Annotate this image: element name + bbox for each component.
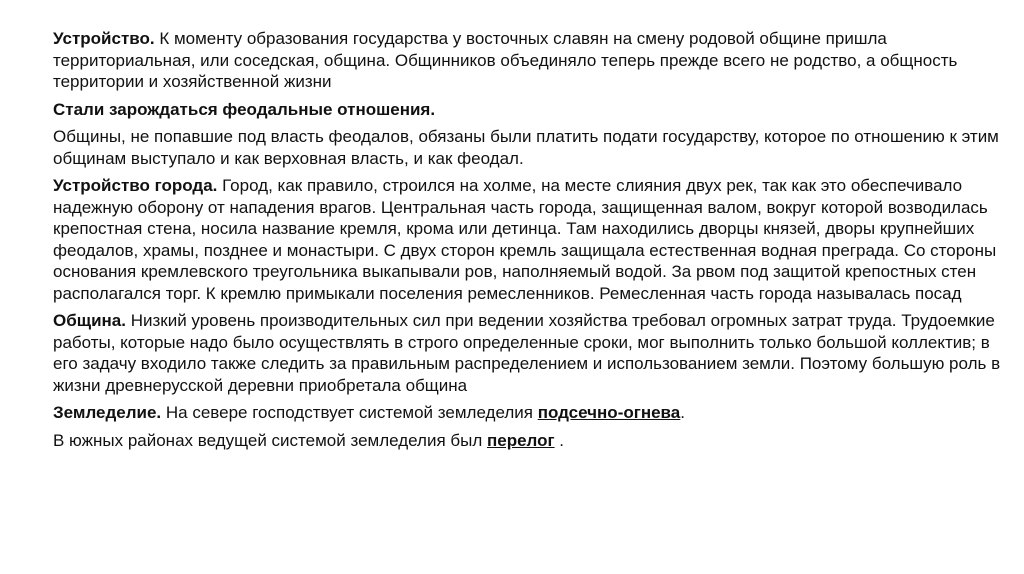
slide-content [53, 28, 1003, 457]
text-south: В южных районах ведущей системой земледелия был [53, 430, 487, 450]
text-city: Город, как правило, строился на холме, на месте слияния двух рек, так как это обеспечивало надежную оборону от нападения врагов. Центральная часть города, защищенная валом, вокруг которой возводилась крепостная стена, носила название кремля, крома или детинца. Там находились дворцы князей, дворы крупнейших феодалов, храмы, позднее и монастыри. С двух сторон кремль защищала естественная водная преграда. Со стороны основания кремлевского треугольника выкапывали ров, наполняемый водой. За рвом под защитой крепостных стен располагался торг. К кремлю примыкали поселения ремесленников. Ремесленная часть города называлась посад [53, 176, 997, 303]
paragraph-city [53, 175, 1003, 304]
heading-feudal: Стали зарождаться феодальные отношения. [53, 99, 436, 119]
heading-agriculture: Земледелие. [53, 403, 162, 422]
heading-community: Община. [53, 311, 126, 330]
paragraph-community [53, 310, 1003, 396]
text-south-end: . [554, 430, 565, 450]
text-community: Низкий уровень производительных сил при ведении хозяйства требовал огромных затрат труда. Трудоемкие работы, которые надо было осуществлять в строго определенные сроки, мог выполнить только большой коллектив; в его задачу входило также следить за правильным распределением и использованием земли. Поэтому большую роль в жизни древнерусской деревни приобретала община [53, 311, 1001, 395]
text-agriculture: На севере господствует системой земледелия [161, 403, 538, 422]
paragraph-feudal [53, 99, 1003, 121]
text-structure: К моменту образования государства у восточных славян на смену родовой общине пришла территориальная, или соседская, община. Общинников объединяло теперь прежде всего не родство, а общность территории и хозяйственной жизни [53, 29, 958, 91]
paragraph-south [53, 430, 1003, 452]
paragraph-communities [53, 126, 1003, 169]
paragraph-structure [53, 28, 1003, 93]
heading-structure: Устройство. [53, 29, 155, 48]
link-slash-and-burn[interactable]: подсечно-огнева [537, 403, 681, 422]
paragraph-agriculture [53, 402, 1003, 424]
text-communities: Общины, не попавшие под власть феодалов, обязаны были платить подати государству, которое по отношению к этим общинам выступало и как верховная власть, и как феодал. [53, 127, 999, 168]
heading-city: Устройство города. [53, 176, 218, 195]
link-fallow[interactable]: перелог [486, 430, 555, 450]
text-agriculture-end: . [680, 403, 685, 422]
